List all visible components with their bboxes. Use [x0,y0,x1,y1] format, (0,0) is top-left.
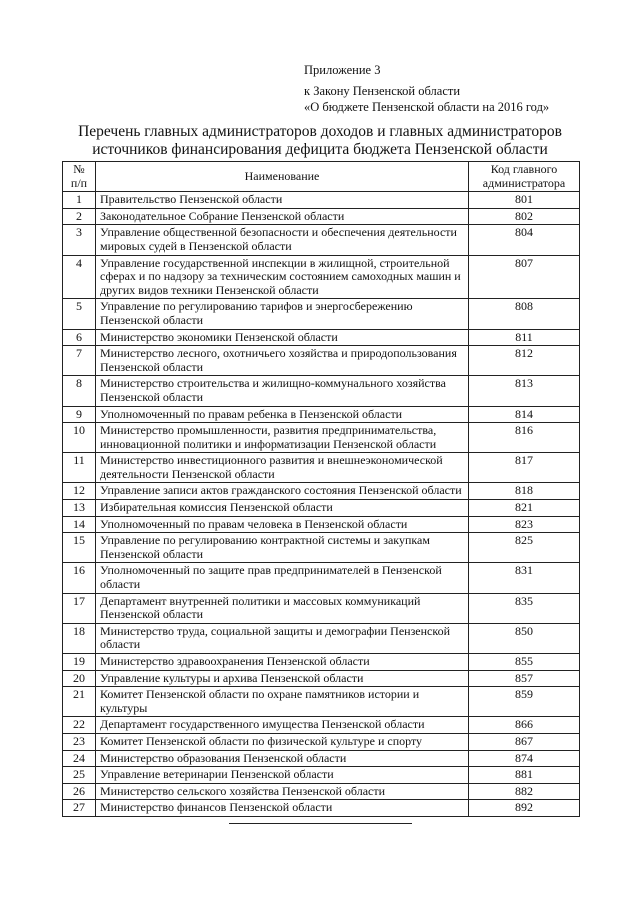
header-number-line-1: № [73,162,85,176]
row-name: Министерство инвестиционного развития и внешнеэкономической деятельности Пензенской области [96,453,469,483]
row-name: Министерство финансов Пензенской области [96,800,469,817]
table-row [63,500,580,517]
row-name: Законодательное Собрание Пензенской области [96,208,469,225]
row-name: Управление культуры и архива Пензенской области [96,670,469,687]
row-number: 26 [63,783,96,800]
document-title-line-1: Перечень главных администраторов доходов и главных администраторов [78,123,562,140]
row-number: 17 [63,593,96,623]
document-title-line-2: источников финансирования дефицита бюджета Пензенской области [92,141,548,158]
row-name: Комитет Пензенской области по охране памятников истории и культуры [96,687,469,717]
row-number: 12 [63,483,96,500]
row-number: 5 [63,299,96,329]
row-code: 866 [469,717,580,734]
table-row [63,654,580,671]
row-code: 882 [469,783,580,800]
table-row [63,483,580,500]
row-number: 7 [63,346,96,376]
row-name: Правительство Пензенской области [96,192,469,209]
row-name: Управление ветеринарии Пензенской области [96,767,469,784]
table-row [63,225,580,255]
table-row [63,767,580,784]
table-row [63,376,580,406]
row-code: 855 [469,654,580,671]
row-code: 801 [469,192,580,209]
header-number-line-2: п/п [70,175,88,190]
row-code: 874 [469,750,580,767]
row-name: Департамент внутренней политики и массовых коммуникаций Пензенской области [96,593,469,623]
row-code: 813 [469,376,580,406]
row-code: 831 [469,563,580,593]
row-code: 802 [469,208,580,225]
table-row [63,329,580,346]
row-code: 825 [469,533,580,563]
row-name: Министерство здравоохранения Пензенской области [96,654,469,671]
row-number: 13 [63,500,96,517]
table-header-row [63,162,580,192]
row-name: Министерство труда, социальной защиты и демографии Пензенской области [96,623,469,653]
row-code: 812 [469,346,580,376]
row-number: 19 [63,654,96,671]
row-name: Управление общественной безопасности и обеспечения деятельности мировых судей в Пензенской области [96,225,469,255]
row-name: Министерство лесного, охотничьего хозяйства и природопользования Пензенской области [96,346,469,376]
table-row [63,208,580,225]
table-row [63,593,580,623]
row-number: 20 [63,670,96,687]
table-body [63,192,580,817]
row-code: 817 [469,453,580,483]
row-code: 821 [469,500,580,517]
row-number: 16 [63,563,96,593]
table-row [63,670,580,687]
row-code: 807 [469,255,580,299]
row-name: Уполномоченный по правам человека в Пензенской области [96,516,469,533]
row-name: Управление государственной инспекции в жилищной, строительной сферах и по надзору за техническим состоянием самоходных машин и других видов техники Пензенской области [96,255,469,299]
table-row [63,623,580,653]
row-number: 14 [63,516,96,533]
row-number: 4 [63,255,96,299]
row-number: 23 [63,733,96,750]
table-row [63,516,580,533]
row-name: Министерство строительства и жилищно-коммунального хозяйства Пензенской области [96,376,469,406]
table-row [63,346,580,376]
header-number [63,162,96,192]
table-row [63,563,580,593]
row-name: Управление по регулированию тарифов и энергосбережению Пензенской области [96,299,469,329]
row-code: 867 [469,733,580,750]
row-code: 808 [469,299,580,329]
row-number: 10 [63,423,96,453]
appendix-law-reference: к Закону Пензенской области [304,84,461,98]
table-row [63,687,580,717]
table-row [63,717,580,734]
appendix-law-title: «О бюджете Пензенской области на 2016 год» [304,100,550,114]
table-row [63,423,580,453]
appendix-number: Приложение 3 [304,63,381,77]
table-row [63,255,580,299]
table-row [63,733,580,750]
header-name: Наименование [96,162,469,192]
table-row [63,783,580,800]
table-row [63,800,580,817]
table-row [63,192,580,209]
appendix-heading [304,62,549,115]
row-name: Министерство образования Пензенской области [96,750,469,767]
row-name: Министерство сельского хозяйства Пензенской области [96,783,469,800]
row-number: 6 [63,329,96,346]
header-code [469,162,580,192]
row-number: 24 [63,750,96,767]
row-code: 818 [469,483,580,500]
row-number: 25 [63,767,96,784]
row-code: 859 [469,687,580,717]
row-name: Департамент государственного имущества Пензенской области [96,717,469,734]
closing-rule [229,823,412,824]
row-number: 1 [63,192,96,209]
row-code: 816 [469,423,580,453]
header-code-line-2: администратора [482,175,566,190]
table-row [63,533,580,563]
row-number: 3 [63,225,96,255]
row-number: 2 [63,208,96,225]
row-name: Избирательная комиссия Пензенской области [96,500,469,517]
row-number: 11 [63,453,96,483]
row-number: 21 [63,687,96,717]
row-number: 22 [63,717,96,734]
row-name: Управление записи актов гражданского состояния Пензенской области [96,483,469,500]
row-code: 814 [469,406,580,423]
row-name: Уполномоченный по правам ребенка в Пензенской области [96,406,469,423]
table-row [63,406,580,423]
row-code: 835 [469,593,580,623]
row-name: Уполномоченный по защите прав предпринимателей в Пензенской области [96,563,469,593]
row-code: 881 [469,767,580,784]
row-name: Министерство промышленности, развития предпринимательства, инновационной политики и информатизации Пензенской области [96,423,469,453]
row-number: 27 [63,800,96,817]
row-number: 8 [63,376,96,406]
table-row [63,299,580,329]
header-code-line-1: Код главного [490,162,558,176]
row-code: 892 [469,800,580,817]
row-code: 804 [469,225,580,255]
row-name: Комитет Пензенской области по физической культуре и спорту [96,733,469,750]
row-code: 857 [469,670,580,687]
table-row [63,453,580,483]
row-code: 850 [469,623,580,653]
row-code: 823 [469,516,580,533]
row-name: Управление по регулированию контрактной системы и закупкам Пензенской области [96,533,469,563]
administrators-table [62,161,580,817]
row-number: 9 [63,406,96,423]
table-row [63,750,580,767]
row-number: 18 [63,623,96,653]
row-number: 15 [63,533,96,563]
row-name: Министерство экономики Пензенской области [96,329,469,346]
row-code: 811 [469,329,580,346]
document-title [0,123,640,159]
